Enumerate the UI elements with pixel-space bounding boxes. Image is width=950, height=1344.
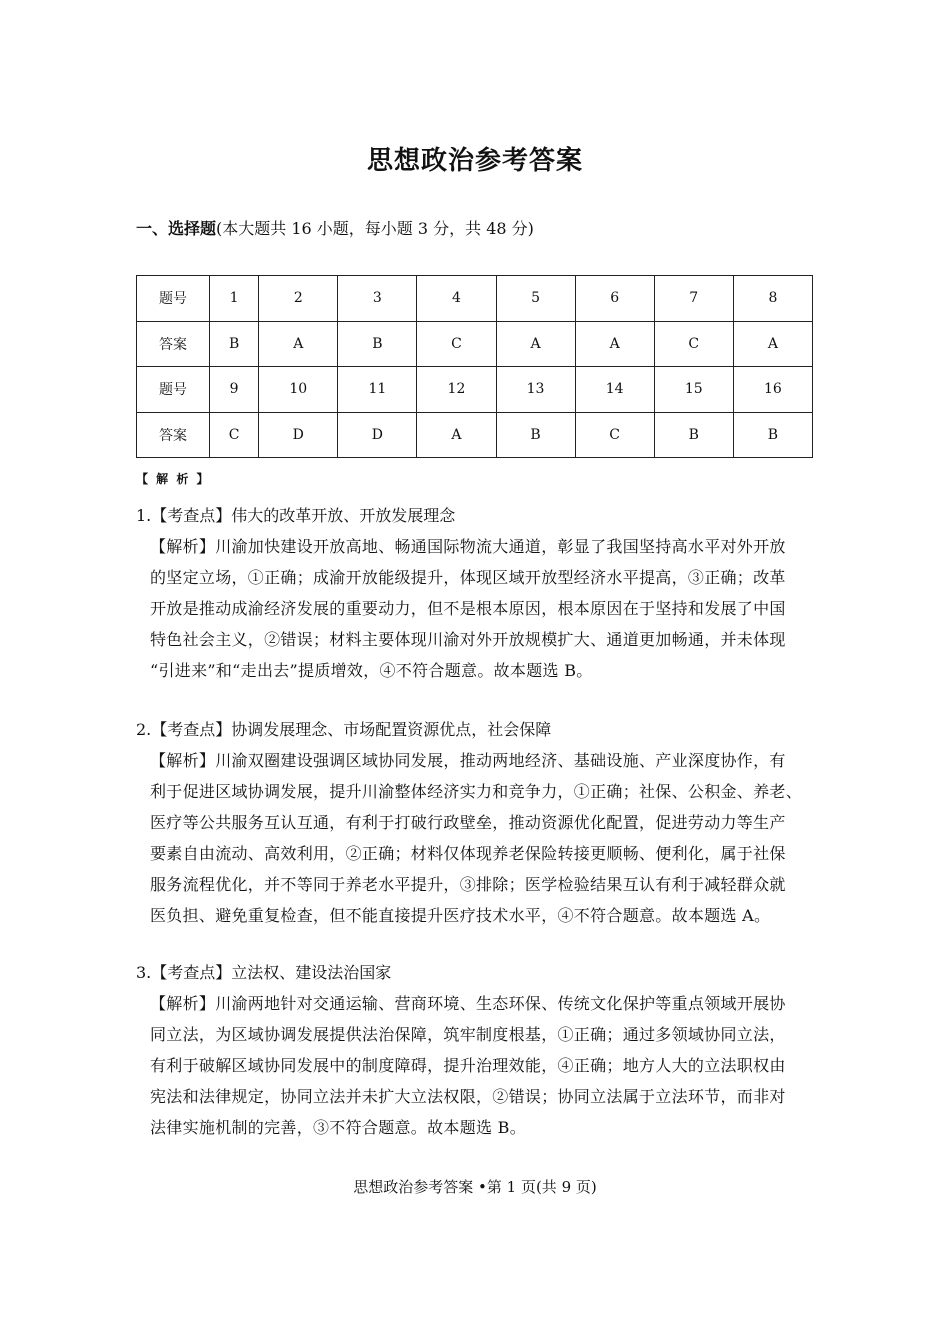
table-cell: B — [338, 321, 417, 367]
table-cell: 4 — [417, 276, 496, 322]
table-cell: 8 — [733, 276, 812, 322]
table-cell: 12 — [417, 367, 496, 413]
row-header-cell: 答案 — [137, 321, 210, 367]
table-cell: B — [733, 412, 812, 458]
analysis-line: 【解析】川渝加快建设开放高地、畅通国际物流大通道，彰显了我国坚持高水平对外开放 — [150, 537, 786, 556]
analysis-label: 【 解 析 】 — [136, 472, 211, 486]
table-cell: C — [575, 412, 654, 458]
table-cell: 15 — [654, 367, 733, 413]
item-heading: 2.【考查点】协调发展理念、市场配置资源优点，社会保障 — [136, 720, 552, 739]
table-row — [137, 321, 813, 367]
page-title: 思想政治参考答案 — [366, 146, 583, 176]
section-heading — [136, 216, 534, 239]
row-header-cell: 答案 — [137, 412, 210, 458]
table-cell: 6 — [575, 276, 654, 322]
table-row — [137, 276, 813, 322]
table-row — [137, 367, 813, 413]
table-cell: 1 — [210, 276, 259, 322]
table-cell: B — [654, 412, 733, 458]
question-item-1 — [136, 500, 826, 686]
table-cell: A — [259, 321, 338, 367]
table-cell: A — [733, 321, 812, 367]
analysis-line: 法律实施机制的完善，③不符合题意。故本题选 B。 — [150, 1118, 527, 1137]
table-cell: C — [417, 321, 496, 367]
table-cell: A — [575, 321, 654, 367]
table-cell: D — [338, 412, 417, 458]
analysis-line: 医疗等公共服务互认互通，有利于打破行政壁垒，推动资源优化配置，促进劳动力等生产 — [150, 813, 786, 832]
analysis-line: 特色社会主义，②错误；材料主要体现川渝对外开放规模扩大、通道更加畅通，并未体现 — [150, 630, 786, 649]
row-header-cell: 题号 — [137, 367, 210, 413]
table-cell: A — [417, 412, 496, 458]
section-note: (本大题共 16 小题，每小题 3 分，共 48 分) — [216, 219, 534, 238]
analysis-line: 的坚定立场，①正确；成渝开放能级提升，体现区域开放型经济水平提高，③正确；改革 — [150, 568, 786, 587]
question-item-2 — [136, 714, 826, 931]
table-cell: A — [496, 321, 575, 367]
analysis-line: 【解析】川渝双圈建设强调区域协同发展，推动两地经济、基础设施、产业深度协作，有 — [150, 751, 786, 770]
analysis-line: 开放是推动成渝经济发展的重要动力，但不是根本原因，根本原因在于坚持和发展了中国 — [150, 599, 786, 618]
table-cell: 5 — [496, 276, 575, 322]
table-cell: D — [259, 412, 338, 458]
analysis-line: 医负担、避免重复检查，但不能直接提升医疗技术水平，④不符合题意。故本题选 A。 — [150, 906, 771, 925]
table-cell: B — [496, 412, 575, 458]
table-cell: 16 — [733, 367, 812, 413]
page-footer: 思想政治参考答案 •第 1 页(共 9 页) — [353, 1178, 597, 1196]
table-cell: 9 — [210, 367, 259, 413]
table-cell: C — [210, 412, 259, 458]
analysis-line: 服务流程优化，并不等同于养老水平提升，③排除；医学检验结果互认有利于减轻群众就 — [150, 875, 786, 894]
analysis-line: 同立法，为区域协调发展提供法治保障，筑牢制度根基，①正确；通过多领域协同立法， — [150, 1025, 786, 1044]
answer-table — [136, 275, 813, 458]
table-cell: 14 — [575, 367, 654, 413]
table-cell: 11 — [338, 367, 417, 413]
table-row — [137, 412, 813, 458]
analysis-line: “引进来”和“走出去”提质增效，④不符合题意。故本题选 B。 — [150, 661, 593, 680]
table-cell: 7 — [654, 276, 733, 322]
table-cell: 10 — [259, 367, 338, 413]
analysis-line: 利于促进区域协调发展，提升川渝整体经济实力和竞争力，①正确；社保、公积金、养老、 — [150, 782, 803, 801]
table-cell: B — [210, 321, 259, 367]
table-cell: C — [654, 321, 733, 367]
question-item-3 — [136, 957, 826, 1143]
table-cell: 13 — [496, 367, 575, 413]
analysis-line: 【解析】川渝两地针对交通运输、营商环境、生态环保、传统文化保护等重点领域开展协 — [150, 994, 786, 1013]
row-header-cell: 题号 — [137, 276, 210, 322]
table-cell: 2 — [259, 276, 338, 322]
item-heading: 1.【考查点】伟大的改革开放、开放发展理念 — [136, 506, 456, 525]
item-heading: 3.【考查点】立法权、建设法治国家 — [136, 963, 392, 982]
table-cell: 3 — [338, 276, 417, 322]
analysis-line: 要素自由流动、高效利用，②正确；材料仅体现养老保险转接更顺畅、便利化，属于社保 — [150, 844, 786, 863]
analysis-line: 宪法和法律规定，协同立法并未扩大立法权限，②错误；协同立法属于立法环节，而非对 — [150, 1087, 786, 1106]
analysis-line: 有利于破解区域协同发展中的制度障碍，提升治理效能，④正确；地方人大的立法职权由 — [150, 1056, 786, 1075]
section-label: 一、选择题 — [136, 219, 217, 238]
